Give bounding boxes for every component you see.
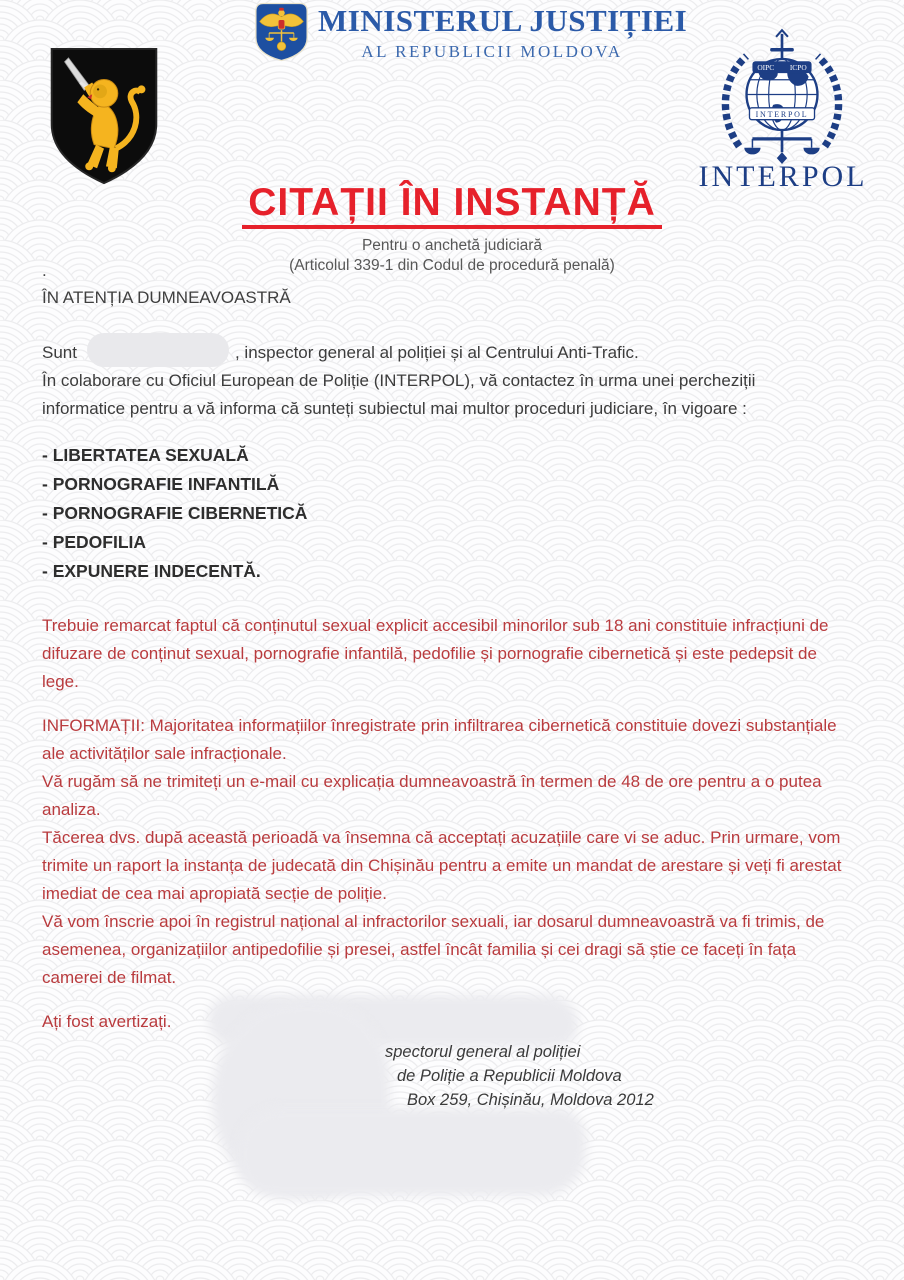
red-paragraph: Trebuie remarcat faptul că conținutul sexual explicit accesibil minorilor sub 18 ani constituie infracțiuni de difuzare de conținut sexual, pornografie infantilă, pedofilie și pornografie cibernetică și este pedepsit de lege.: [42, 616, 829, 691]
intro-suffix: , inspector general al poliției și al Centrului Anti-Trafic.: [234, 343, 639, 362]
letter-body: [42, 261, 842, 1036]
banner-oipc-text: OIPC: [757, 63, 775, 73]
ministry-title: MINISTERUL JUSTIȚIEI: [318, 3, 688, 38]
red-paragraph: Vă vom înscrie apoi în registrul național al infractorilor sexuali, iar dosarul dumneavoastră va fi trimis, de asemenea, organizațiilor antipedofilie și presei, astfel încât familia și cei dragi să știe ce faceți în fața camerei de filmat.: [42, 912, 825, 987]
salutation: ÎN ATENȚIA DUMNEAVOASTRĂ: [42, 288, 291, 307]
red-paragraph: Vă rugăm să ne trimiteți un e-mail cu explicația dumneavoastră în termen de 48 de ore pentru a o putea analiza.: [42, 772, 822, 819]
intro-sentence: [42, 333, 842, 423]
red-paragraph: Tăcerea dvs. după această perioadă va însemna că acceptați acuzațiile care vi se aduc. Prin urmare, vom trimite un raport la instanța de judecată din Chișinău pentru a emite un mandat de arestare și veți fi arestat imediat de cea mai apropiată secție de poliție.: [42, 828, 842, 903]
document-title-block: [0, 181, 904, 280]
ministry-subtitle: AL REPUBLICII MOLDOVA: [361, 42, 623, 61]
subtitle-line-2: (Articolul 339-1 din Codul de procedură penală): [289, 257, 615, 274]
black-lion-shield-icon: [44, 44, 164, 190]
signature-line-3: Box 259, Chișinău, Moldova 2012: [407, 1091, 654, 1109]
charges-list: [42, 441, 842, 586]
warning-line: Ați fost avertizați.: [42, 1012, 172, 1031]
charge-item: - PORNOGRAFIE CIBERNETICĂ: [42, 503, 308, 523]
redacted-name-blob: [87, 333, 229, 367]
intro-prefix: Sunt: [42, 343, 77, 362]
signature-line-2: de Poliție a Republicii Moldova: [397, 1067, 622, 1085]
moldova-justice-crest-icon: [253, 1, 310, 63]
red-paragraph: INFORMAȚII: Majoritatea informațiilor înregistrate prin infiltrarea cibernetică constituie dovezi substanțiale ale activităților sale infracționale.: [42, 716, 837, 763]
charge-item: - LIBERTATEA SEXUALĂ: [42, 445, 249, 465]
globe-banner-text: INTERPOL: [755, 109, 809, 119]
ministry-header: [318, 3, 688, 62]
stray-dot: .: [42, 261, 47, 280]
charge-item: - PEDOFILIA: [42, 532, 147, 552]
charge-item: - PORNOGRAFIE INFANTILĂ: [42, 474, 280, 494]
charge-item: - EXPUNERE INDECENTĂ.: [42, 561, 261, 581]
subtitle-line-1: Pentru o anchetă judiciară: [361, 237, 543, 254]
redaction-blob: [238, 1108, 586, 1196]
intro-paragraph: În colaborare cu Oficiul European de Poliție (INTERPOL), vă contactez în urma unei percheziții informatice pentru a vă informa că sunteți subiectul mai multor proceduri judiciare, în vigoare :: [42, 371, 756, 418]
signature-line-1: spectorul general al poliției: [385, 1043, 581, 1061]
interpol-wordmark: INTERPOL: [698, 160, 868, 193]
interpol-globe-emblem-icon: [708, 28, 856, 164]
banner-icpo-text: ICPO: [789, 63, 807, 73]
document-title: CITAȚII ÎN INSTANȚĂ: [242, 183, 662, 229]
